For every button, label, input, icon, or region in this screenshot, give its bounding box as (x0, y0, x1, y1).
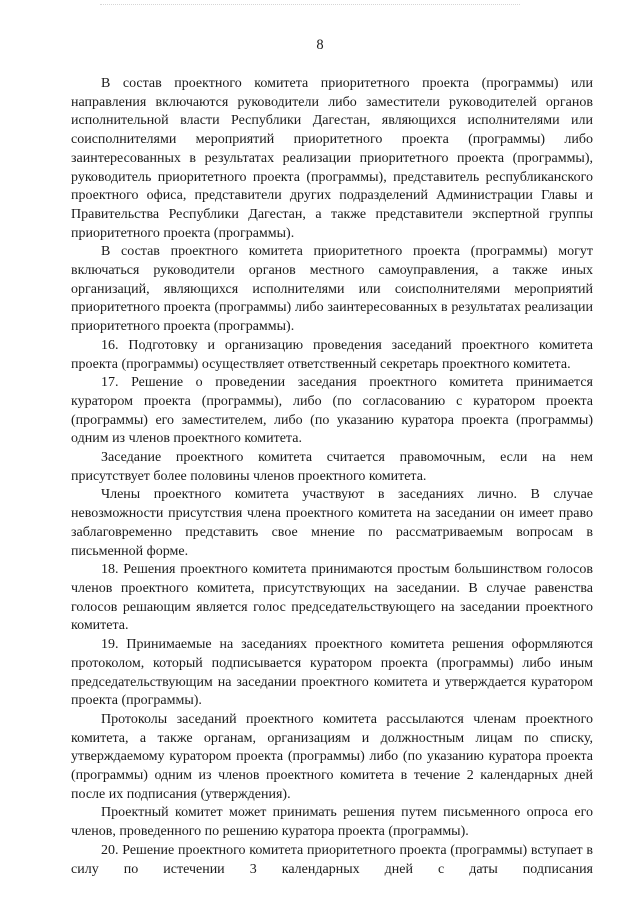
paragraph-item-18: 18. Решения проектного комитета принимаются простым большинством голосов членов проектного комитета, присутствующих на заседании. В случае равенства голосов решающим является голос председательствующего на заседании проектного комитета. (71, 562, 593, 634)
paragraph-item-17: 17. Решение о проведении заседания проектного комитета принимается куратором проекта (программы), либо (по согласованию с куратором проекта (программы) его заместителем, либо (по указанию куратора проекта (программы) одним из членов проектного комитета. (71, 375, 593, 447)
document-body (71, 75, 593, 879)
paragraph-personal-participation: Члены проектного комитета участвуют в заседаниях лично. В случае невозможности присутствия члена проектного комитета на заседании он имеет право заблаговременно представить свое мнение по рассматриваемым вопросам в письменной форме. (71, 487, 593, 559)
page-number: 8 (316, 37, 324, 53)
paragraph-item-16: 16. Подготовку и организацию проведения заседаний проектного комитета проекта (программы) осуществляет ответственный секретарь проектного комитета. (71, 337, 593, 372)
paragraph-item-19: 19. Принимаемые на заседаниях проектного комитета решения оформляются протоколом, который подписывается куратором проекта (программы) либо иным председательствующим на заседании проектного комитета и утверждается куратором проекта (программы). (71, 637, 593, 709)
paragraph-committee-local-members: В состав проектного комитета приоритетного проекта (программы) могут включаться руководители органов местного самоуправления, а также иных организаций, являющихся исполнителями или соисполнителями мероприятий приоритетного проекта (программы) либо заинтересованных в результатах реализации приоритетного проекта (программы). (71, 244, 593, 335)
paragraph-protocol-distribution: Протоколы заседаний проектного комитета рассылаются членам проектного комитета, а также органам, организациям и должностным лицам по списку, утверждаемому куратором проекта (программы) либо (по указанию куратора проекта (программы) одним из членов проектного комитета в течение 2 календарных дней после их подписания (утверждения). (71, 711, 593, 802)
scan-artifact (100, 4, 520, 7)
paragraph-written-poll: Проектный комитет может принимать решения путем письменного опроса его членов, проведенного по решению куратора проекта (программы). (71, 805, 593, 840)
paragraph-committee-composition: В состав проектного комитета приоритетного проекта (программы) или направления включаются руководители либо заместители руководителей органов исполнительной власти Республики Дагестан, являющихся исполнителями или соисполнителями мероприятий приоритетного проекта (программы) либо заинтересованных в результатах реализации приоритетного проекта (программы), руководитель приоритетного проекта (программы), представитель республиканского проектного офиса, представители других подразделений Администрации Главы и Правительства Республики Дагестан, а также представители экспертной группы приоритетного проекта (программы). (71, 76, 593, 241)
paragraph-item-20: 20. Решение проектного комитета приоритетного проекта (программы) вступает в силу по истечении 3 календарных дней с даты подписания (71, 842, 593, 877)
paragraph-quorum: Заседание проектного комитета считается правомочным, если на нем присутствует более половины членов проектного комитета. (71, 450, 593, 484)
